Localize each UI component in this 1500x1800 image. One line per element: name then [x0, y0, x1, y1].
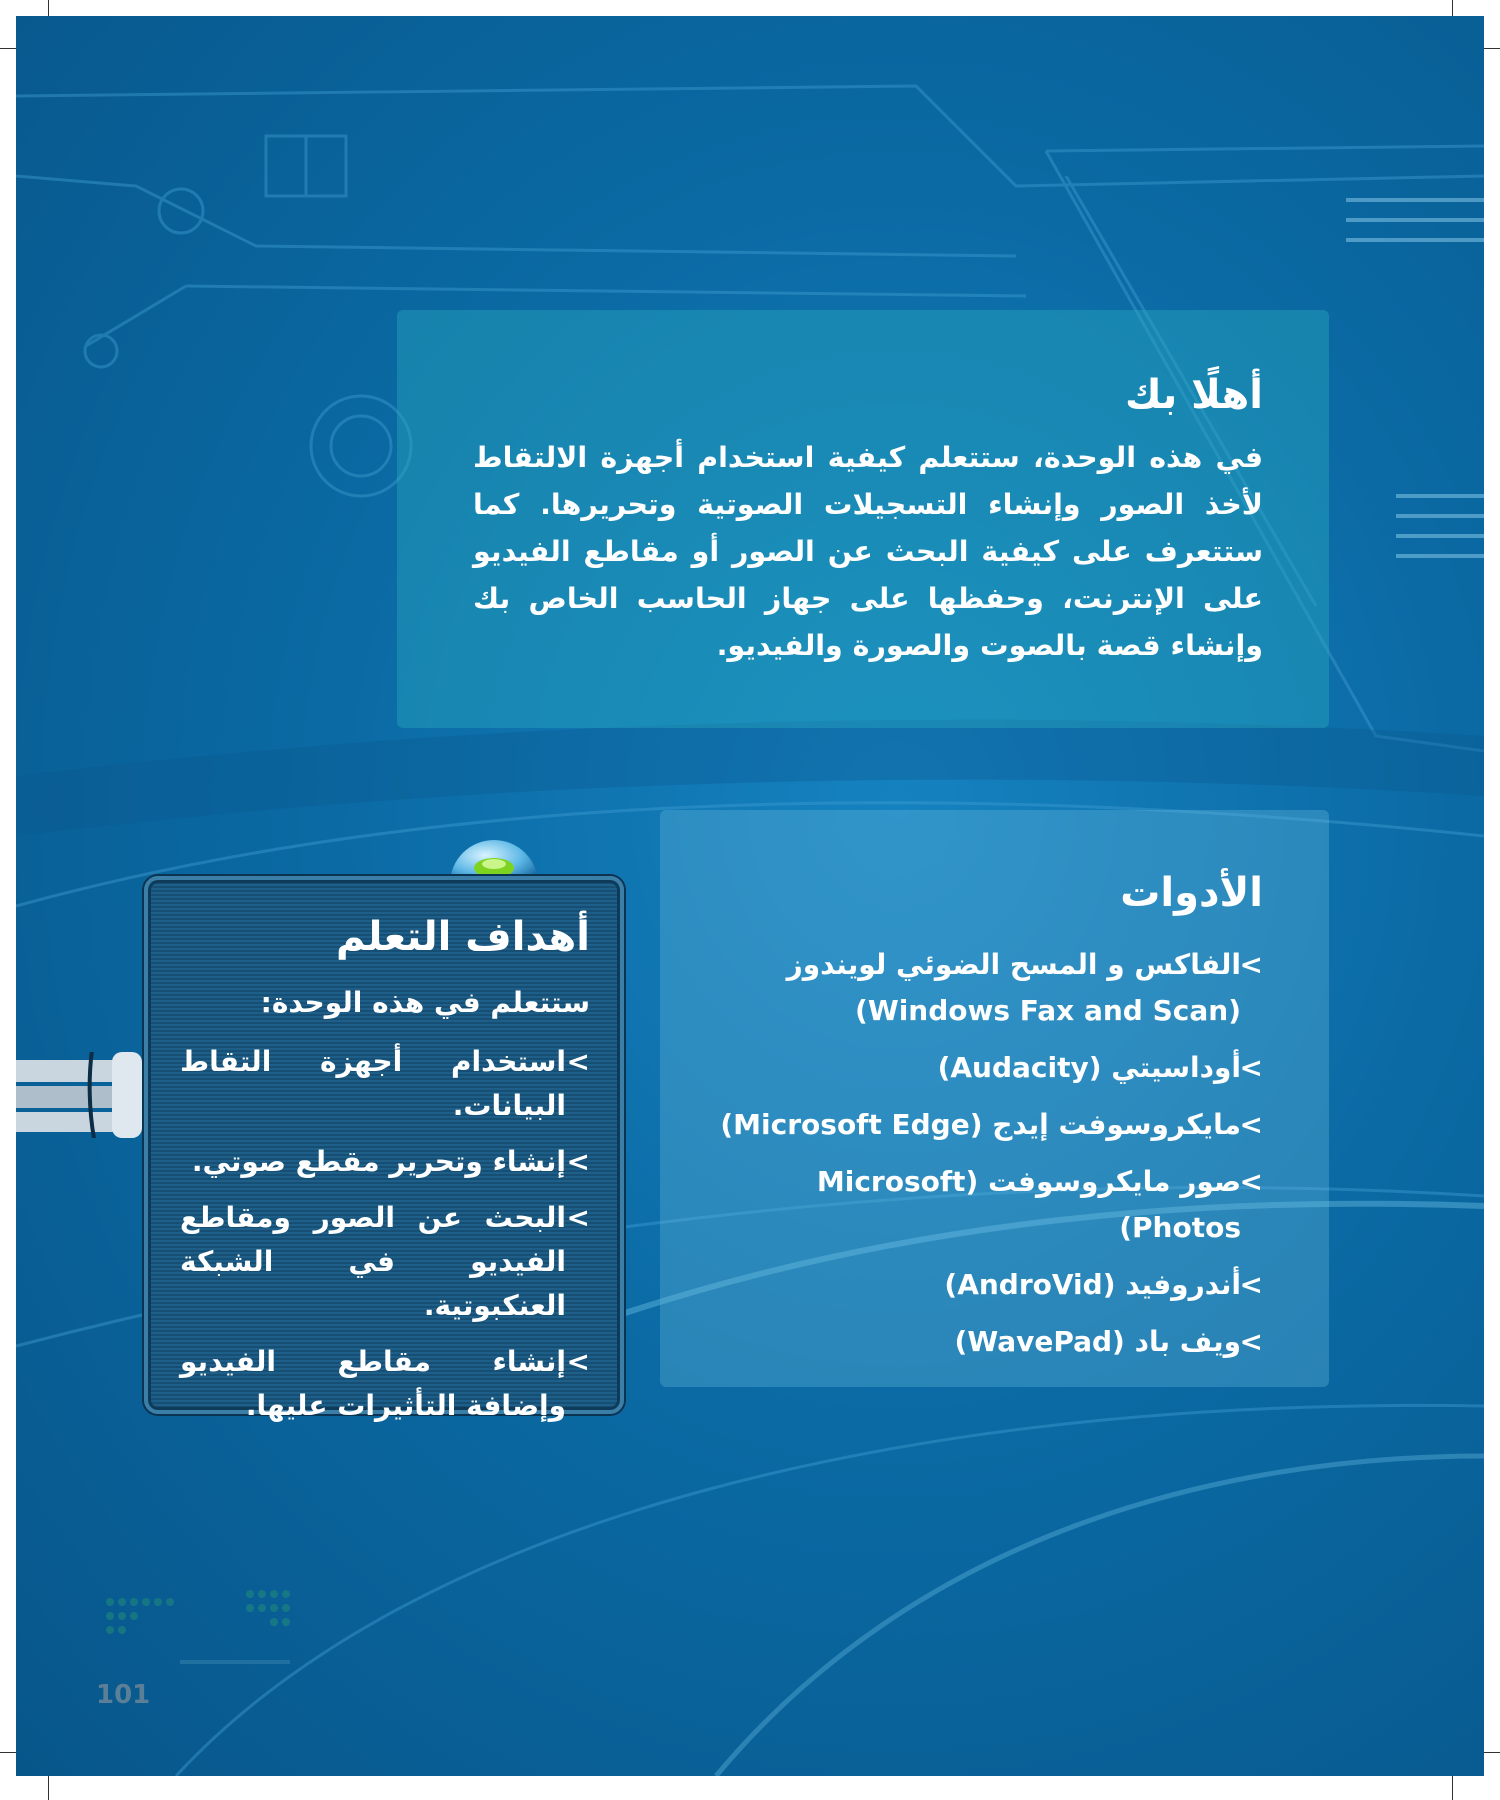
learning-goals-panel [144, 876, 624, 1422]
tools-title: الأدوات [1120, 870, 1263, 916]
welcome-panel [397, 310, 1329, 728]
tool-label: الفاكس و المسح الضوئي لويندوز [786, 948, 1241, 981]
bullet-icon: > [1239, 1268, 1263, 1301]
bullet-icon: > [566, 1201, 590, 1234]
robot-arm-icon [16, 1052, 146, 1138]
list-item [180, 1196, 590, 1328]
bullet-icon: > [1239, 1108, 1263, 1141]
goal-text: إنشاء وتحرير مقطع صوتي. [191, 1145, 566, 1178]
welcome-body: في هذه الوحدة، ستتعلم كيفية استخدام أجهزة الالتقاط لأخذ الصور وإنشاء التسجيلات الصوتية وتحريرها. كما ستتعرف على كيفية البحث عن الصور أو مقاطع الفيديو على الإنترنت، وحفظها على جهاز الحاسب الخاص بك وإنشاء قصة بالصوت والصورة والفيديو. [473, 441, 1263, 662]
welcome-title: أهلًا بك [1124, 372, 1263, 418]
list-item [703, 1102, 1263, 1148]
goal-text: البحث عن الصور ومقاطع الفيديو في الشبكة العنكبوتية. [180, 1201, 566, 1322]
goals-list [180, 1040, 590, 1440]
list-item [703, 1262, 1263, 1308]
tools-list [703, 942, 1263, 1376]
list-item [180, 1140, 590, 1184]
goal-text: استخدام أجهزة التقاط البيانات. [180, 1045, 566, 1122]
bullet-icon: > [1239, 1325, 1263, 1358]
bullet-icon: > [1239, 1165, 1263, 1198]
tool-sublabel: (Windows Fax and Scan) [855, 994, 1241, 1027]
tool-label: مايكروسوفت إيدج (Microsoft Edge) [720, 1108, 1241, 1141]
list-item [180, 1040, 590, 1128]
list-item [703, 1045, 1263, 1091]
page-number: 101 [96, 1680, 151, 1710]
tools-panel [660, 810, 1329, 1387]
goals-intro: ستتعلم في هذه الوحدة: [260, 986, 590, 1019]
bullet-icon: > [1239, 948, 1263, 981]
goal-text: إنشاء مقاطع الفيديو وإضافة التأثيرات عليها. [180, 1345, 566, 1422]
list-item [703, 1319, 1263, 1365]
list-item [703, 1159, 1263, 1251]
list-item [703, 942, 1263, 1034]
bullet-icon: > [1239, 1051, 1263, 1084]
bullet-icon: > [566, 1145, 590, 1178]
ministry-logo-icon [100, 1582, 300, 1692]
bullet-icon: > [566, 1045, 590, 1078]
tool-label: أوداسيتي (Audacity) [937, 1051, 1241, 1084]
tool-label: ويف باد (WavePad) [954, 1325, 1241, 1358]
list-item [180, 1340, 590, 1428]
tool-label: صور مايكروسوفت (Microsoft Photos) [816, 1165, 1241, 1244]
page [16, 16, 1484, 1776]
bullet-icon: > [566, 1345, 590, 1378]
tool-label: أندروفيد (AndroVid) [944, 1268, 1241, 1301]
goals-title: أهداف التعلم [336, 914, 590, 960]
